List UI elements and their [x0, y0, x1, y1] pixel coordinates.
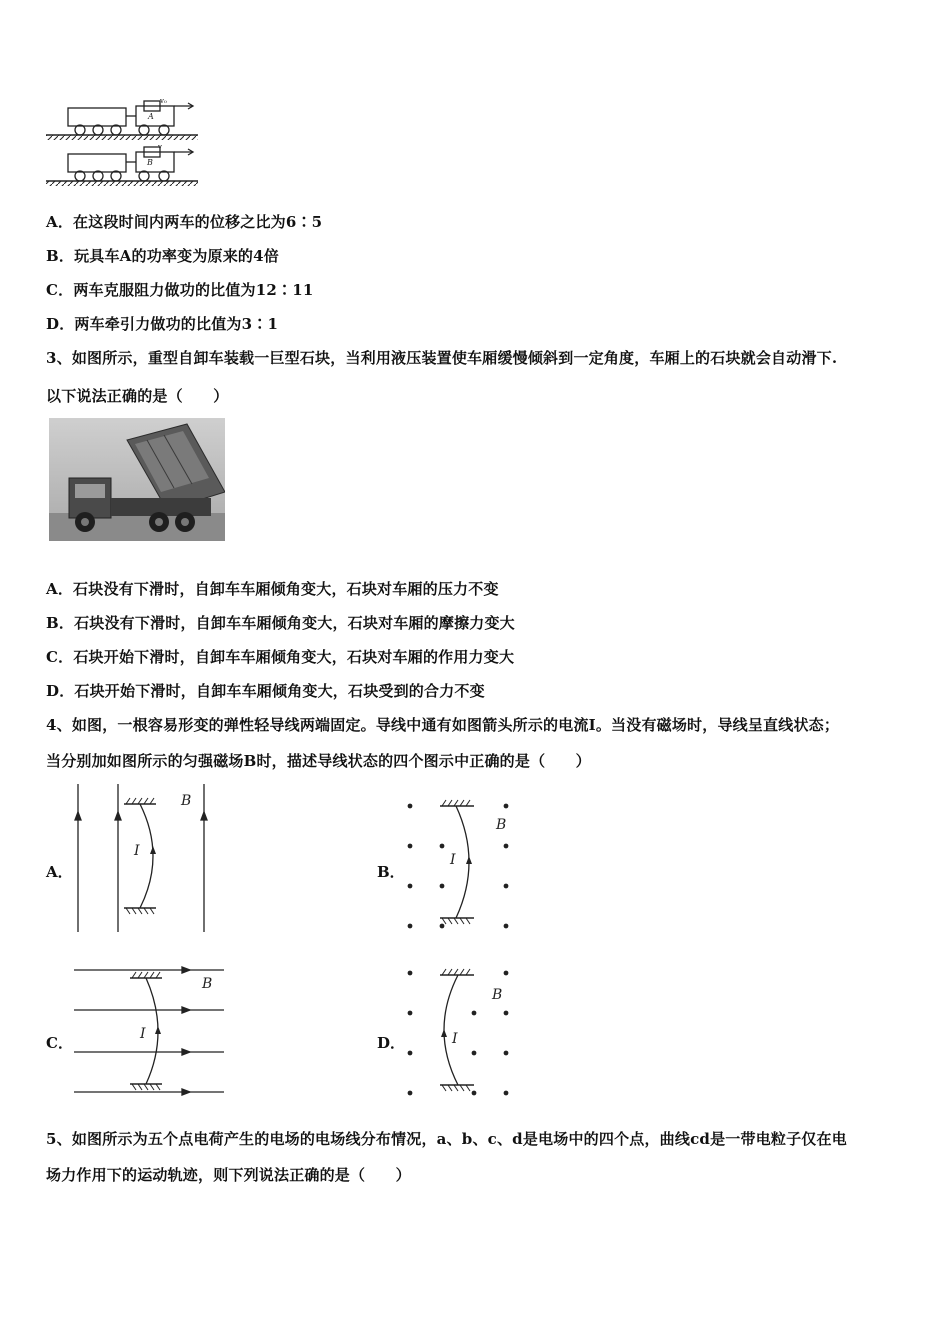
- q2-option-b: B．玩具车A的功率变为原来的4倍: [46, 247, 279, 265]
- q2-top-v-label: v₀: [160, 97, 167, 105]
- q4-fig-a-current-label: I: [134, 843, 140, 859]
- q4-fig-a-label: A．: [46, 863, 73, 881]
- q2-bottom-v-label: v: [158, 143, 162, 151]
- q2-bottom-car-label: B: [147, 158, 153, 167]
- q4-stem-line2: 当分别加如图所示的匀强磁场B时，描述导线状态的四个图示中正确的是（ ）: [46, 752, 591, 770]
- q3-option-b: B．石块没有下滑时，自卸车车厢倾角变大，石块对车厢的摩擦力变大: [46, 614, 515, 632]
- q4-fig-c-label: C．: [46, 1034, 73, 1052]
- q4-fig-b-current-label: I: [450, 852, 456, 868]
- q4-stem-line1: 4、如图，一根容易形变的弹性轻导线两端固定。导线中通有如图箭头所示的电流I。当没有磁场时，导线呈直线状态；: [46, 716, 840, 734]
- q3-stem-line2: 以下说法正确的是（ ）: [46, 387, 229, 405]
- q3-option-d: D．石块开始下滑时，自卸车车厢倾角变大，石块受到的合力不变: [46, 682, 485, 700]
- q4-figure-d: [400, 963, 520, 1101]
- q2-top-car-label: A: [148, 112, 154, 121]
- q4-fig-d-label: D．: [377, 1034, 406, 1052]
- q2-option-d: D．两车牵引力做功的比值为3∶1: [46, 315, 279, 333]
- q3-option-c: C．石块开始下滑时，自卸车车厢倾角变大，石块对车厢的作用力变大: [46, 648, 515, 666]
- q5-stem-line1: 5、如图所示为五个点电荷产生的电场的电场线分布情况，a、b、c、d是电场中的四个点，曲线cd是一带电粒子仅在电: [46, 1130, 847, 1148]
- q4-figure-c: [70, 962, 230, 1098]
- q2-bottom-cars: [46, 147, 198, 181]
- q4-fig-a-field-label: B: [181, 793, 192, 809]
- q2-cars-figure: [40, 94, 205, 194]
- q4-fig-b-label: B．: [377, 863, 405, 881]
- q4-fig-d-field-label: B: [492, 987, 503, 1003]
- q4-figure-b: [400, 796, 520, 934]
- q5-stem-line2: 场力作用下的运动轨迹，则下列说法正确的是（ ）: [46, 1166, 411, 1184]
- q4-fig-c-field-label: B: [202, 976, 213, 992]
- q4-fig-c-current-label: I: [140, 1026, 146, 1042]
- q2-top-cars: [46, 101, 198, 135]
- q3-dump-truck-photo: [49, 418, 225, 541]
- q3-option-a: A．石块没有下滑时，自卸车车厢倾角变大，石块对车厢的压力不变: [46, 580, 499, 598]
- q4-fig-b-field-label: B: [496, 817, 507, 833]
- q4-fig-d-current-label: I: [452, 1031, 458, 1047]
- q2-option-a: A．在这段时间内两车的位移之比为6∶5: [46, 213, 323, 231]
- q2-option-c: C．两车克服阻力做功的比值为12∶11: [46, 281, 314, 299]
- q3-stem-line1: 3、如图所示，重型自卸车装载一巨型石块，当利用液压装置使车厢缓慢倾斜到一定角度，车厢上的石块就会自动滑下.: [46, 349, 838, 367]
- q4-figure-a: [66, 782, 216, 934]
